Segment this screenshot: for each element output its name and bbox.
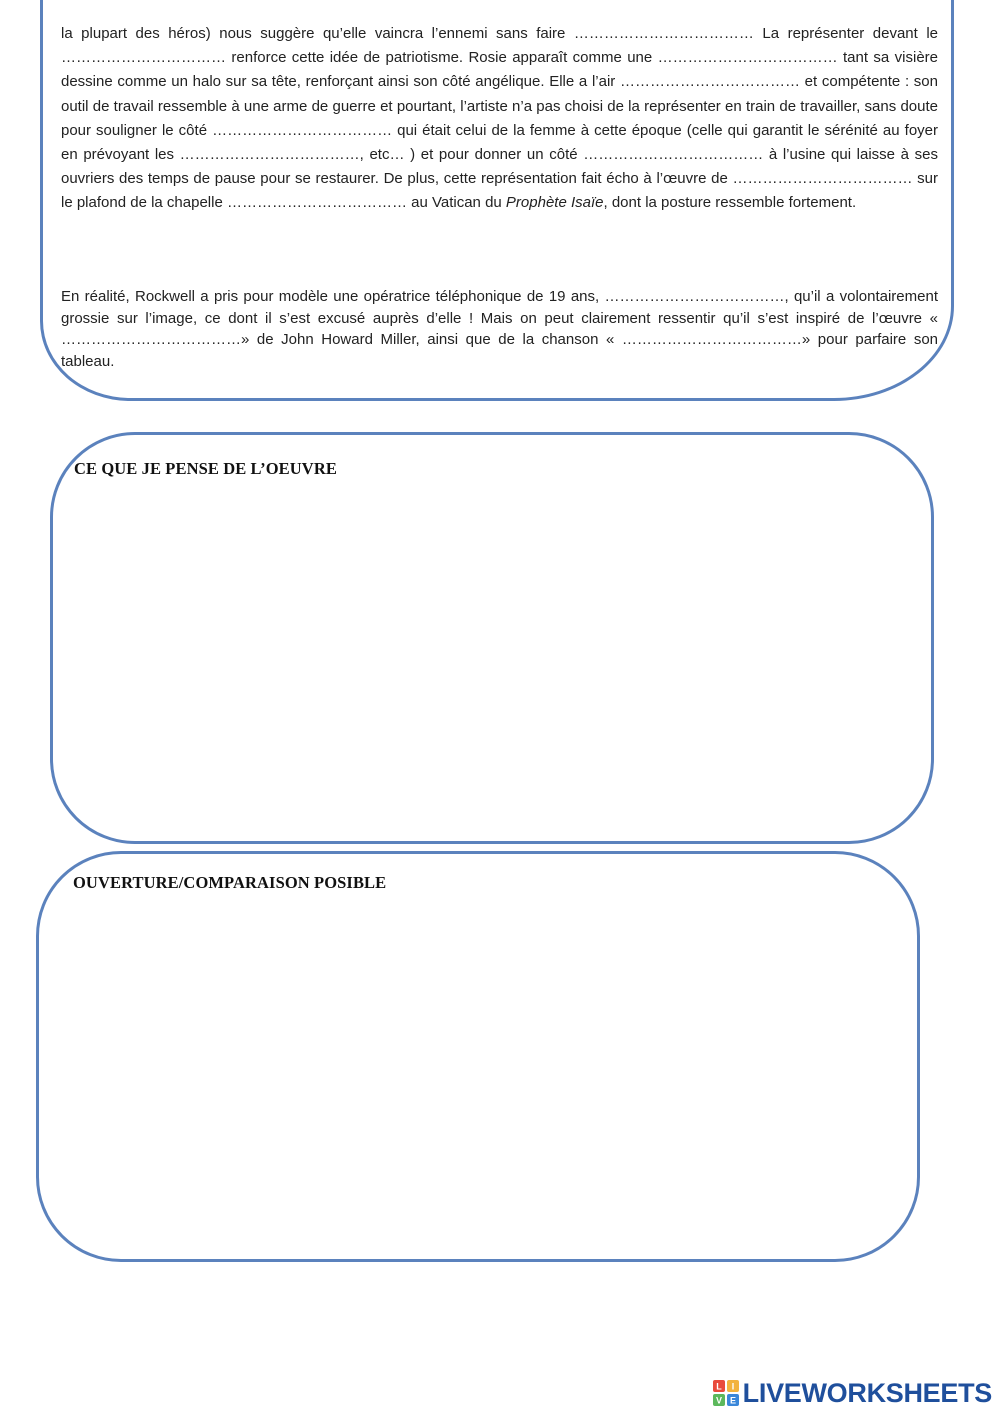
opinion-answer-box[interactable] [50, 432, 934, 844]
svg-text:L: L [715, 1381, 722, 1392]
comparison-section-title: OUVERTURE/COMPARAISON POSIBLE [73, 873, 387, 892]
svg-text:I: I [731, 1381, 734, 1392]
brand-name: LIVEWORKSHEETS [742, 1377, 992, 1408]
opinion-section-title: CE QUE JE PENSE DE L’OEUVRE [74, 459, 337, 478]
svg-text:V: V [715, 1395, 722, 1406]
svg-text:E: E [729, 1395, 736, 1406]
artwork-title: Prophète Isaïe [505, 194, 604, 212]
liveworksheets-brand [713, 1376, 992, 1410]
reality-paragraph: En réalité, Rockwell a pris pour modèle une opératrice téléphonique de 19 ans, ………………………………, qu’il a volontairement grossie sur l’image, ce dont il s’est excusé auprès d’elle ! Mais on peut clairement ressentir qu’il s’est inspiré de l’œuvre « ………………………………» de John Howard Miller, ainsi que de la chanson « ………………………………» pour parfaire son tableau. [61, 288, 938, 370]
analysis-paragraph [61, 22, 938, 216]
liveworksheets-logo-icon [713, 1380, 739, 1406]
comparison-answer-box[interactable] [36, 851, 920, 1262]
paragraph-text-part-1: la plupart des héros) nous suggère qu’elle vaincra l’ennemi sans faire ……………………………… La représenter devant le …………………………… renforce cette idée de patriotisme. Rosie apparaît comme une ……………………………… tant sa visière dessine comme un halo sur sa tête, renforçant ainsi son côté angélique. Elle a l’air ……………………………… et compétente : son outil de travail ressemble à une arme de guerre et pourtant, l’artiste n’a pas choisi de la représenter en train de travailler, sans doute pour souligner le côté ……………………………… qui était celui de la femme à cette époque (celle qui garantit le sérénité au foyer en prévoyant les ………………………………, etc… ) et pour donner un côté ……………………………… à l’usine qui laisse à ses ouvriers des temps de pause pour se restaurer. De plus, cette représentation fait écho à l’œuvre de ……………………………… sur le plafond de la chapelle ……………………………… au Vatican du [61, 25, 938, 212]
paragraph-text-part-2: , dont la posture ressemble fortement. [603, 194, 857, 212]
